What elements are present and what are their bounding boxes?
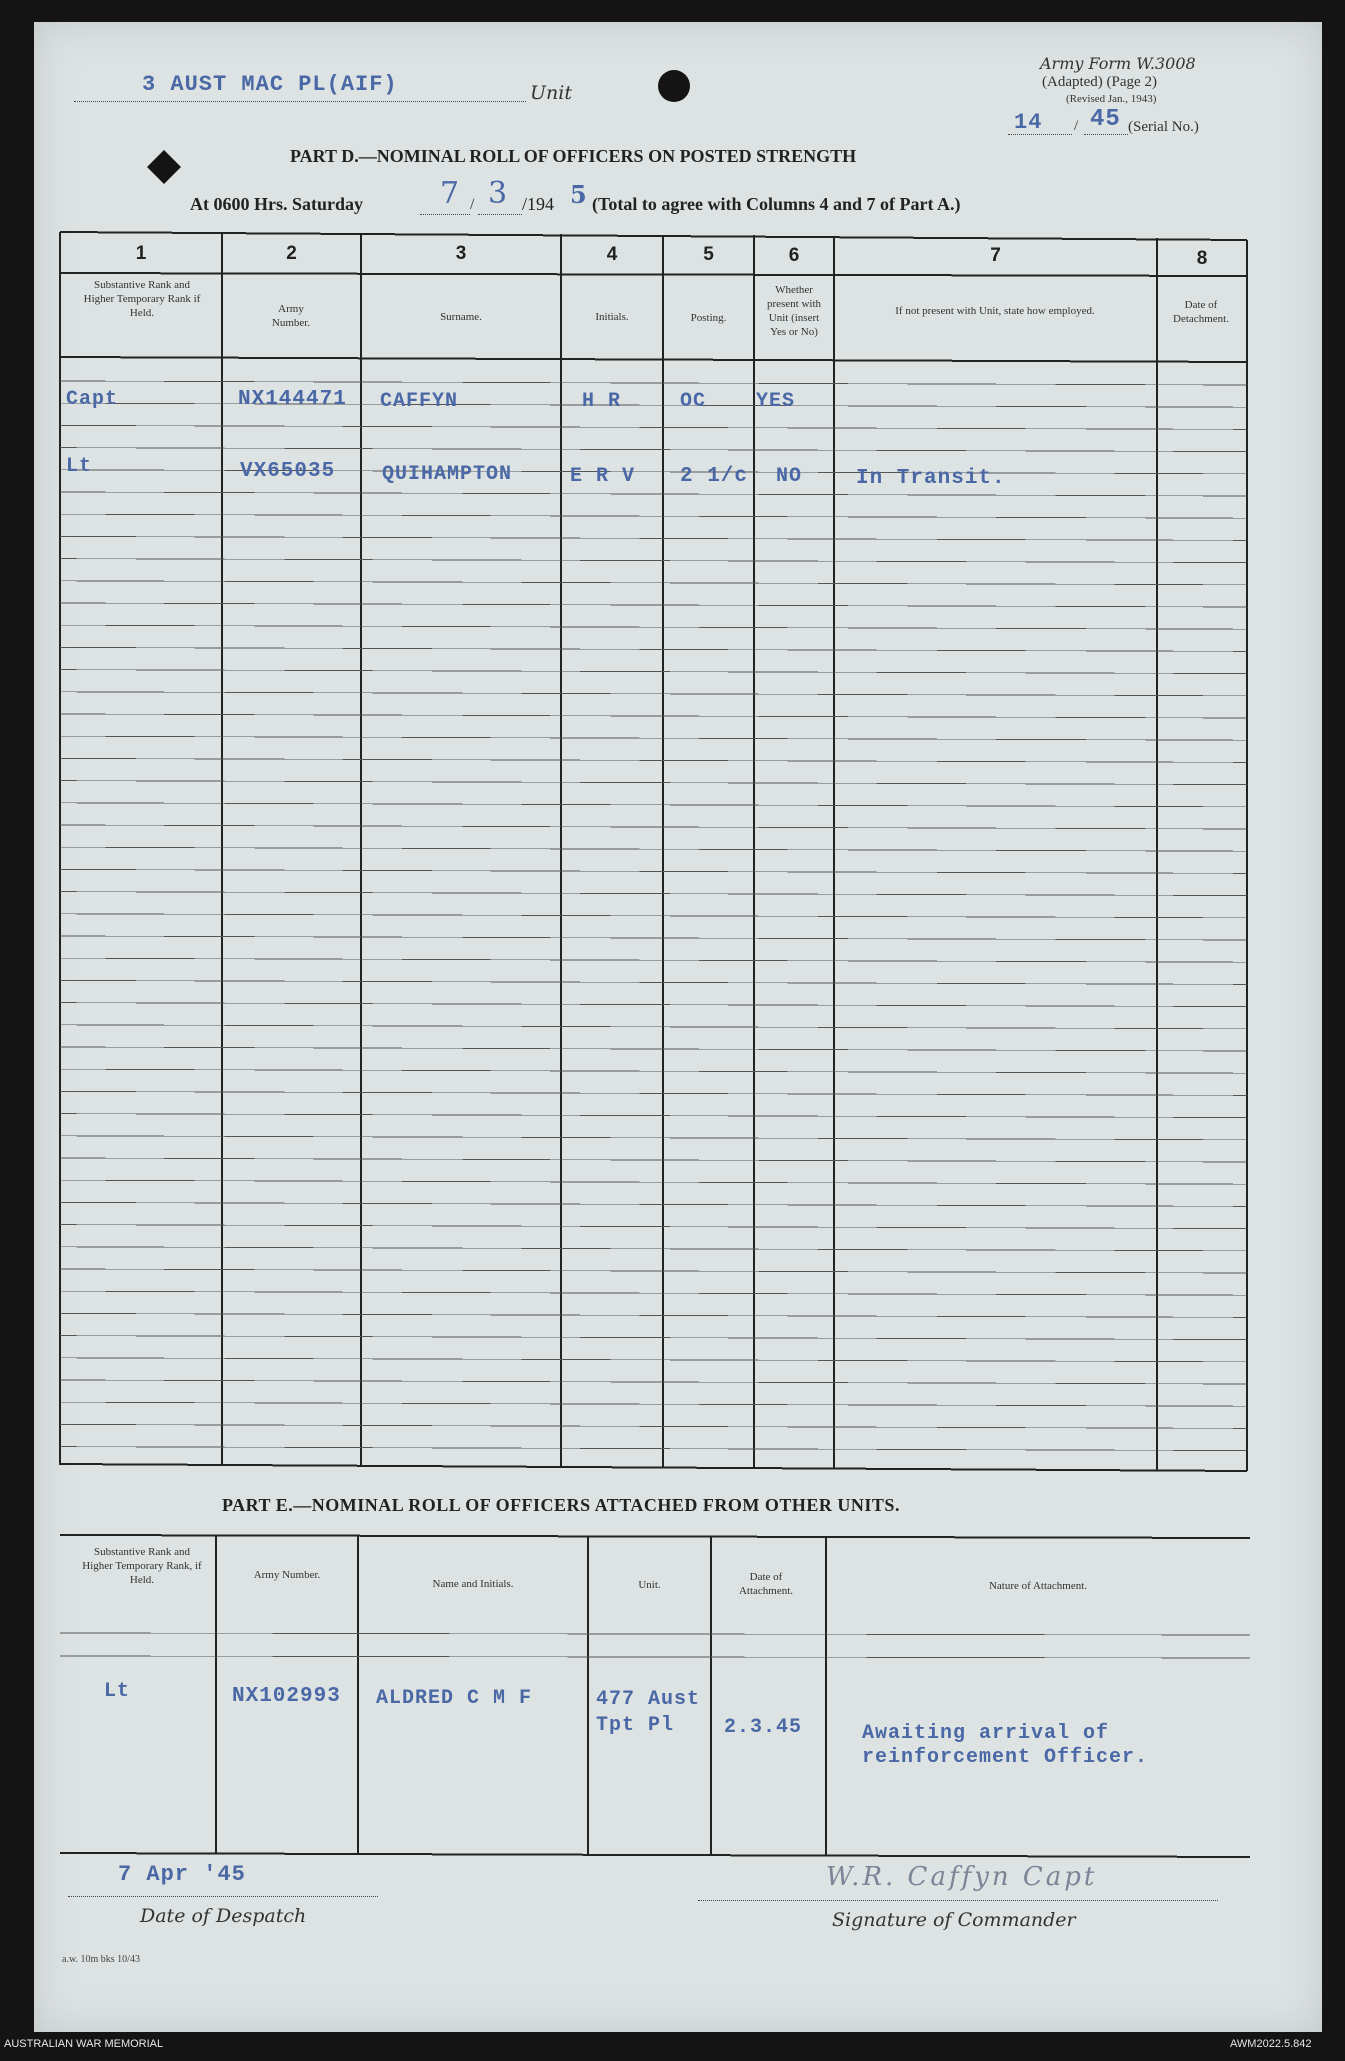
row-1-present: YES (756, 390, 796, 413)
col-head-2: Army Number. (271, 303, 311, 329)
serial-a: 14 (1014, 110, 1043, 135)
row-2-employed: In Transit. (856, 467, 1006, 490)
despatch-value: 7 Apr '45 (118, 1862, 246, 1887)
col-num-7: 7 (990, 245, 1001, 266)
row-1-initials: H R (582, 390, 622, 413)
e-col-head-3: Name and Initials. (432, 1578, 514, 1590)
e-row-1-nature-line1: Awaiting arrival of (862, 1722, 1110, 1745)
date-month: 3 (488, 176, 508, 211)
col-head-3: Surname. (440, 311, 482, 323)
e-row-1-unit-line1: 477 Aust (596, 1688, 701, 1711)
part-e-title: PART E.—NOMINAL ROLL OF OFFICERS ATTACHED FROM OTHER UNITS. (222, 1495, 900, 1515)
row-2-posting: 2 1/c (680, 465, 749, 488)
serial-b: 45 (1090, 106, 1121, 133)
signature-line (698, 1874, 1218, 1901)
serial-label: (Serial No.) (1128, 119, 1199, 135)
unit-value: 3 AUST MAC PL(AIF) (142, 72, 398, 97)
col-num-6: 6 (788, 245, 800, 266)
row-2-army-no: VX65035 (240, 460, 336, 483)
archive-right: AWM2022.5.842 (1230, 2038, 1312, 2050)
row-2-surname: QUIHAMPTON (382, 463, 513, 486)
archive-left: AUSTRALIAN WAR MEMORIAL (4, 2038, 164, 2050)
e-row-1-nature-line2: reinforcement Officer. (862, 1746, 1149, 1769)
date-slash: / (470, 196, 475, 213)
col-head-5: Posting. (690, 312, 727, 324)
col-num-3: 3 (455, 243, 467, 264)
col-num-1: 1 (135, 243, 147, 264)
form-revised: (Revised Jan., 1943) (1066, 93, 1157, 105)
date-suffix: (Total to agree with Columns 4 and 7 of Part A.) (592, 194, 961, 214)
row-1-army-no: NX144471 (238, 388, 347, 411)
col-head-7: If not present with Unit, state how employed. (895, 305, 1095, 317)
e-col-head-6: Nature of Attachment. (988, 1580, 1088, 1592)
commander-signature: W.R. Caffyn Capt (826, 1862, 1098, 1892)
col-num-5: 5 (703, 244, 714, 265)
e-row-1-unit-line2: Tpt Pl (596, 1714, 675, 1737)
form-name: Army Form W.3008 (1040, 54, 1196, 73)
col-head-8: Date of Detachment. (1173, 299, 1229, 325)
col-num-8: 8 (1196, 248, 1208, 269)
row-1-surname: CAFFYN (380, 390, 459, 413)
form-adapted: (Adapted) (Page 2) (1042, 74, 1157, 90)
col-head-6: Whether present with Unit (insert Yes or No) (766, 284, 822, 338)
row-2-initials: E R V (570, 465, 636, 488)
row-1-posting: OC (680, 390, 707, 413)
e-col-head-5: Date of Attachment. (738, 1571, 794, 1597)
signature-label: Signature of Commander (832, 1909, 1076, 1931)
despatch-label: Date of Despatch (140, 1905, 307, 1927)
row-2-rank: Lt (66, 455, 93, 478)
date-day: 7 (440, 176, 460, 211)
e-col-head-4: Unit. (638, 1579, 661, 1591)
despatch-line (68, 1870, 378, 1897)
col-num-2: 2 (286, 243, 297, 264)
e-row-1-date: 2.3.45 (724, 1716, 803, 1739)
col-head-1: Substantive Rank and Higher Temporary Rank if Held. (83, 279, 201, 319)
row-2-present: NO (776, 465, 803, 488)
date-prefix: At 0600 Hrs. Saturday (190, 194, 364, 214)
date-year-print: /194 (522, 194, 555, 214)
e-col-head-1: Substantive Rank and Higher Temporary Rank, if Held. (82, 1546, 202, 1586)
serial-slash: / (1074, 118, 1079, 134)
e-row-1-army-no: NX102993 (232, 1685, 341, 1708)
e-col-head-2: Army Number. (253, 1569, 321, 1581)
e-row-1-name: ALDRED C M F (376, 1687, 533, 1710)
part-d-title: PART D.—NOMINAL ROLL OF OFFICERS ON POSTED STRENGTH (290, 146, 857, 166)
col-num-4: 4 (606, 244, 618, 265)
print-code: a.w. 10m bks 10/43 (62, 1954, 140, 1965)
date-year-typed: 5 (570, 180, 587, 209)
row-1-rank: Capt (66, 388, 119, 411)
unit-label: Unit (530, 82, 572, 104)
e-row-1-rank: Lt (104, 1680, 131, 1703)
col-head-4: Initials. (595, 311, 629, 323)
